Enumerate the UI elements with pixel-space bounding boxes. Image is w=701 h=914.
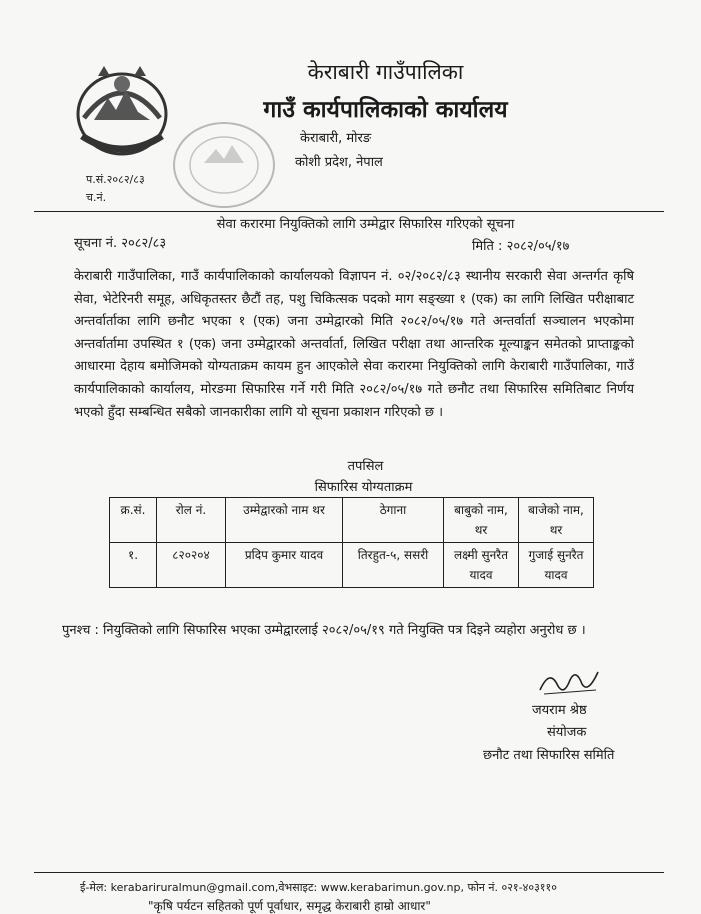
postscript: पुनश्च : नियुक्तिको लागि सिफारिस भएका उम्मेद्वारलाई २०८२/०५/१९ गते नियुक्ति पत्र दिइने व्यहोरा अनुरोध छ । xyxy=(62,623,586,638)
table-row xyxy=(110,543,594,588)
candidate-table xyxy=(109,497,594,588)
cell-father: लक्ष्मी सुनरैत यादव xyxy=(444,543,519,588)
signatory-role: संयोजक xyxy=(547,725,587,740)
notice-body: केराबारी गाउँपालिका, गाउँ कार्यपालिकाको कार्यालयको विज्ञापन नं. ०२/२०८२/८३ स्थानीय सरकारी सेवा अन्तर्गत कृषि सेवा, भेटेरिनरी समूह, अधिकृतस्तर छैटौं तह, पशु चिकित्सक पदको माग सङ्ख्या १ (एक) का लागि लिखित परीक्षाबाट अन्तर्वार्ताका लागि छनौट भएका १ (एक) जना उम्मेद्वारको मिति २०८२/०५/१७ गते अन्तर्वार्ता सञ्चालन भएकोमा अन्तर्वार्तामा उपस्थित १ (एक) जना उम्मेद्वारको अन्तर्वार्ता, लिखित परीक्षा तथा आन्तरिक मूल्याङ्कन समेतको प्राप्ताङ्कको आधारमा देहाय बमोजिमको योग्यताक्रम कायम हुन आएकोले सेवा करारमा नियुक्तिको लागि केराबारी गाउँपालिका, गाउँ कार्यपालिकाको कार्यालय, मोरङमा सिफारिस गर्ने गरी मिति २०८२/०५/१७ गते छनौट तथा सिफारिस समितिबाट निर्णय भएको हुँदा सम्बन्धित सबैको जानकारीका लागि यो सूचना प्रकाशन गरिएको छ । xyxy=(74,269,634,420)
address-line-1: केराबारी, मोरङ xyxy=(300,131,372,146)
col-header-address: ठेगाना xyxy=(343,498,444,543)
tapsil-heading: तपसिल xyxy=(347,459,384,474)
col-header-grandfather: बाजेको नाम, थर xyxy=(519,498,594,543)
table-title: सिफारिस योग्यताक्रम xyxy=(314,480,413,495)
header-divider xyxy=(34,211,664,212)
footer-slogan: "कृषि पर्यटन सहितको पूर्ण पूर्वाधार, समृद्ध केराबारी हाम्रो आधार" xyxy=(148,899,431,913)
notice-date: मिति : २०८२/०५/१७ xyxy=(472,239,570,254)
footer-divider xyxy=(34,872,664,873)
footer-contact: ई-मेल: kerabariruralmun@gmail.com,वेभसाइट: www.kerabarimun.gov.np, फोन नं. ०२१-४०३११० xyxy=(80,881,557,894)
signature-icon xyxy=(536,660,606,700)
cell-sn: १. xyxy=(110,543,157,588)
col-header-father: बाबुको नाम, थर xyxy=(444,498,519,543)
municipality-name: केराबारी गाउँपालिका xyxy=(307,60,464,84)
cell-name: प्रदिप कुमार यादव xyxy=(226,543,343,588)
table-header-row xyxy=(110,498,594,543)
notice-subject: सेवा करारमा नियुक्तिको लागि उम्मेद्वार सिफारिस गरिएको सूचना xyxy=(216,217,515,232)
notice-number: सूचना नं. २०८२/८३ xyxy=(74,236,167,251)
signatory-name: जयराम श्रेष्ठ xyxy=(532,703,587,718)
col-header-sn: क्र.सं. xyxy=(110,498,157,543)
address-line-2: कोशी प्रदेश, नेपाल xyxy=(295,155,383,170)
ref-number: प.सं.२०८२/८३ xyxy=(86,173,145,186)
col-header-name: उम्मेद्वारको नाम थर xyxy=(226,498,343,543)
cell-roll: ८२०२०४ xyxy=(157,543,226,588)
col-header-roll: रोल नं. xyxy=(157,498,226,543)
dispatch-number: च.नं. xyxy=(86,191,107,204)
cell-grandfather: गुजाई सुनरैत यादव xyxy=(519,543,594,588)
signatory-committee: छनौट तथा सिफारिस समिति xyxy=(483,748,615,763)
office-stamp-icon xyxy=(164,115,284,215)
office-name: गाउँ कार्यपालिकाको कार्यालय xyxy=(263,97,508,123)
cell-address: तिरहुत-५, ससरी xyxy=(343,543,444,588)
